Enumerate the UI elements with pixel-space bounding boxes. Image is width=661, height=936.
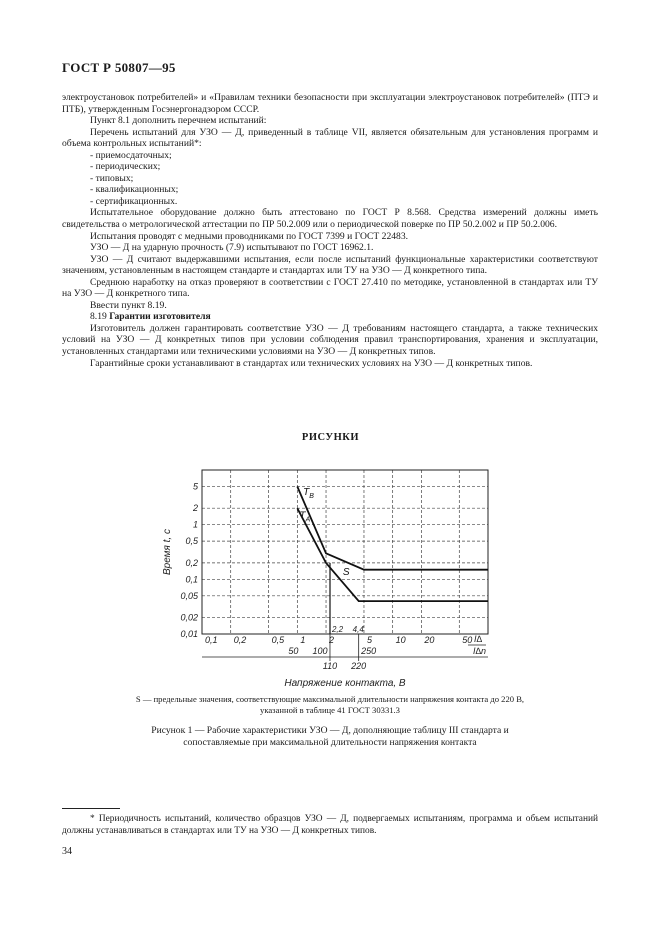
figure-legend: S — предельные значения, соответствующие максимальной длительности напряжения контакта до 220 В, указанной в таблице 41 ГОСТ 30331.3	[135, 694, 525, 715]
paragraph: Ввести пункт 8.19.	[90, 299, 167, 311]
section-number: 8.19	[90, 311, 107, 323]
x-tick-label: 10	[395, 635, 406, 645]
paragraph: УЗО — Д считают выдержавшими испытания, если после испытаний функциональные характеристики соответствуют значениям, установленным в настоящем стандарте и стандартах или ТУ на УЗО — Д конкретного типа.	[62, 253, 598, 277]
y-tick-label: 0,5	[185, 536, 198, 547]
x-label-i-delta-n: I∆n	[472, 646, 486, 656]
list-item: - периодических;	[90, 161, 161, 173]
paragraph: Изготовитель должен гарантировать соответствие УЗО — Д требованиям настоящего стандарта, а также технических условий на УЗО — Д конкретных типов при условии соблюдения правил транспортирования, хранения и эксплуатации, установленных стандартами или техническими условиями на УЗО — Д конкретных типов.	[62, 322, 598, 358]
figures-heading: РИСУНКИ	[301, 432, 360, 443]
x-tick-label: 20	[424, 635, 435, 645]
y-tick-label: 0,1	[185, 574, 198, 585]
x-axis-label: Напряжение контакта, В	[284, 678, 406, 688]
section-heading	[62, 311, 598, 323]
secondary-tick-label: 110	[322, 661, 338, 671]
paragraph: Перечень испытаний для УЗО — Д, приведенный в таблице VII, является обязательным для установления программ и объема контрольных испытаний*:	[62, 126, 598, 150]
paragraph: Пункт 8.1 дополнить перечнем испытаний:	[90, 115, 267, 127]
series-label: $T_A$	[299, 510, 311, 524]
secondary-tick-label: 50	[288, 646, 299, 656]
x-tick-label: 1	[300, 635, 306, 645]
y-tick-label: 0,02	[180, 612, 198, 623]
secondary-tick-label: 100	[312, 646, 328, 656]
y-axis-label: Время t, с	[162, 529, 173, 575]
y-tick-label: 0,01	[180, 629, 198, 639]
section-title: Гарантии изготовителя	[109, 311, 211, 323]
x-extra-label: 4,4	[352, 625, 364, 634]
series-label: S	[342, 567, 350, 579]
standard-header: ГОСТ Р 50807—95	[62, 60, 176, 75]
chart-svg	[150, 458, 490, 688]
y-tick-label: 5	[192, 481, 198, 492]
paragraph: УЗО — Д на ударную прочность (7.9) испытывают по ГОСТ 16962.1.	[90, 242, 374, 254]
paragraph: электроустановок потребителей» и «Правилам техники безопасности при эксплуатации электроустановок потребителей» (ПТЭ и ПТБ), утвержденным Госэнергонадзором СССР.	[62, 92, 598, 115]
list-item: - квалификационных;	[90, 184, 179, 196]
y-tick-label: 1	[192, 519, 198, 530]
list-item: - приемосдаточных;	[90, 149, 172, 161]
paragraph: Среднюю наработку на отказ проверяют в соответствии с ГОСТ 27.410 по методике, установленной в стандартах или ТУ на УЗО — Д конкретного типа.	[62, 276, 598, 300]
x-tick-label: 0,1	[205, 635, 218, 645]
x-tick-label: 2	[329, 635, 335, 645]
paragraph: Испытания проводят с медными проводниками по ГОСТ 7399 и ГОСТ 22483.	[90, 230, 409, 242]
footnote: * Периодичность испытаний, количество образцов УЗО — Д, подвергаемых испытаниям, программа и объем испытаний должны устанавливаться в стандартах или ТУ на УЗО — Д конкретных типов.	[62, 814, 598, 836]
x-tick-label: 0,2	[233, 635, 247, 645]
page-number: 34	[62, 846, 72, 857]
x-label-i-delta: I∆	[473, 634, 482, 644]
body-text	[62, 92, 598, 369]
y-tick-label: 0,05	[180, 590, 198, 601]
paragraph: Гарантийные сроки устанавливают в стандартах или технических условиях на УЗО — Д конкретных типов.	[90, 357, 533, 369]
series-label: $T_B$	[303, 486, 314, 500]
footnote-rule	[62, 808, 120, 809]
x-tick-label: 5	[366, 635, 372, 645]
figure-caption: Рисунок 1 — Рабочие характеристики УЗО — Д, дополняющие таблицу III стандарта и сопоставляемые при максимальной длительности напряжения контакта	[151, 725, 509, 748]
paragraph: Испытательное оборудование должно быть аттестовано по ГОСТ Р 8.568. Средства измерений должны иметь свидетельства о метрологической аттестации по ПР 50.2.009 или о периодической поверке по ПР 50.2.002 и ПР 50.2.006.	[62, 207, 598, 231]
y-tick-label: 2	[192, 503, 198, 514]
figure-1-chart	[150, 458, 490, 693]
secondary-tick-label: 220	[351, 661, 367, 671]
x-tick-label: 50	[462, 635, 473, 645]
list-item: - сертификационных.	[90, 195, 178, 207]
secondary-tick-label: 250	[361, 646, 377, 656]
x-extra-label: 2,2	[331, 625, 344, 634]
y-tick-label: 0,2	[185, 557, 198, 568]
x-tick-label: 0,5	[271, 635, 285, 645]
list-item: - типовых;	[90, 172, 134, 184]
plot-frame	[202, 470, 488, 634]
